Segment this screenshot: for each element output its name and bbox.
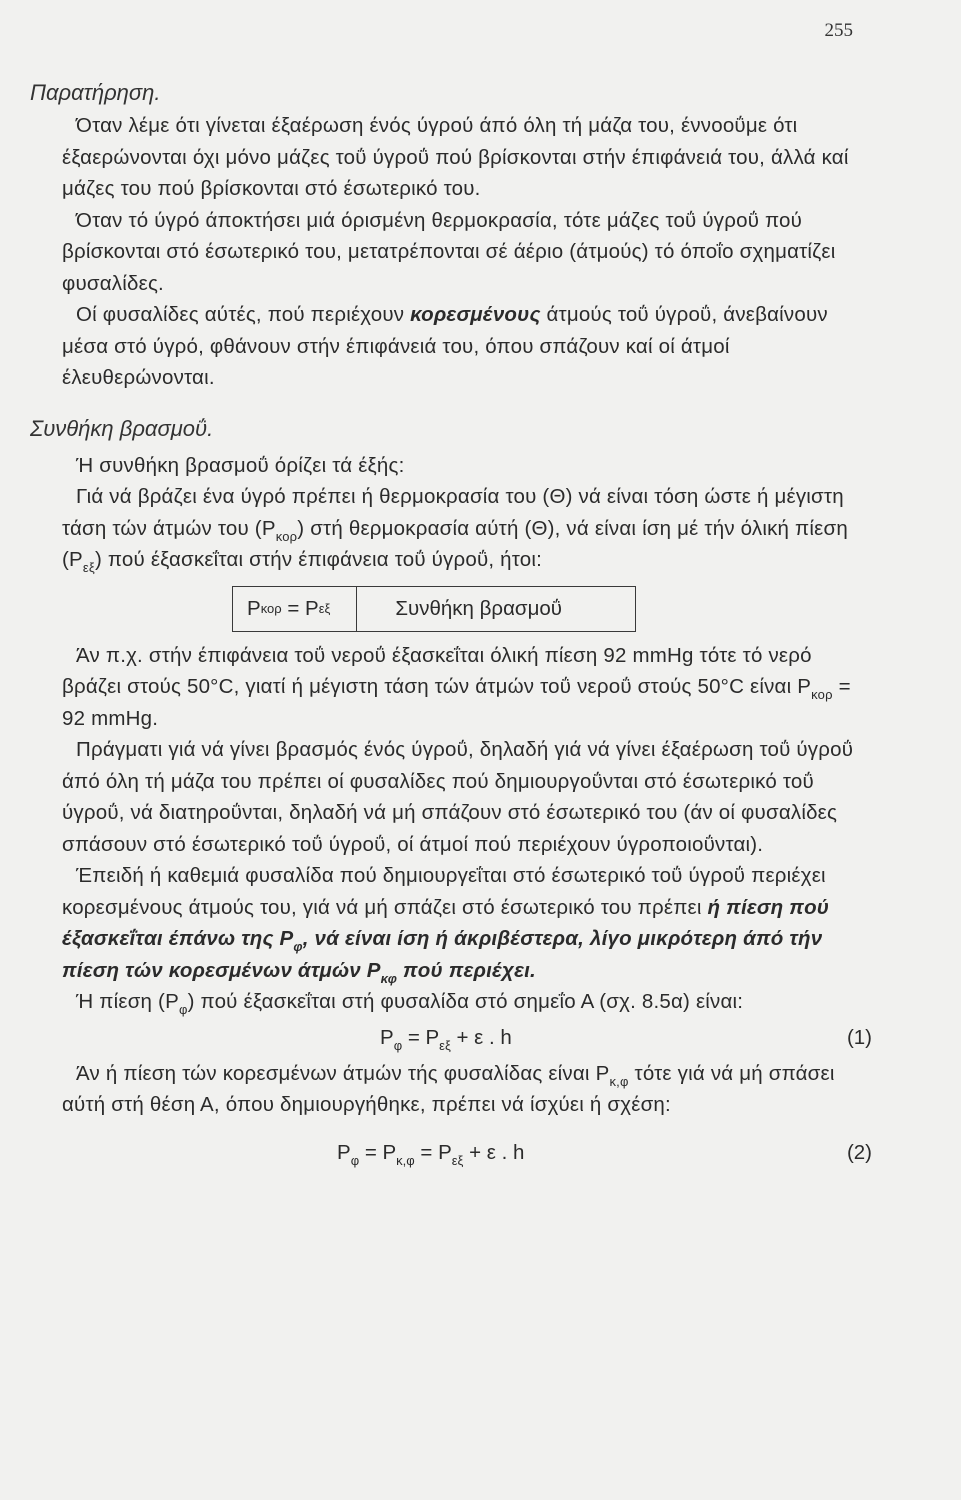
paragraph-9: Ή πίεση $(P_\varphi)$ πού έξασκεΐται στή φυσαλίδα στό σημεΐο Α (σχ. 8.5α) είναι: [76, 990, 744, 1017]
paragraph-7: Πράγματι γιά νά γίνει βρασμός ένός ύγροΰ, δηλαδή γιά νά γίνει έξαέρωση τοΰ ύγροΰ άπό όλη τή μάζα του πρέπει οί φυσαλίδες πού δημιουργοΰνται στό έσωτερικό τοΰ ύγροΰ, νά διατηροΰνται, δηλαδή νά μή σπάζουν στό έσωτερικό του (άν οί φυσαλίδες σπάσουν στό έσωτερικό τοΰ ύγροΰ, οί άτμοί πού περιέχουν ύγροποιοΰνται). [62, 738, 854, 856]
paragraph-2: Όταν τό ύγρό άποκτήσει μιά όρισμένη θερμοκρασία, τότε μάζες τοΰ ύγροΰ πού βρίσκονται στό έσωτερικό του, μετατρέπονται σέ άέριο (άτμούς) τό όποΐο σχηματίζει φυσαλίδες. [62, 208, 836, 295]
paragraph-1: Όταν λέμε ότι γίνεται έξαέρωση ένός ύγρού άπό όλη τή μάζα του, έννοοΰμε ότι έξαερώνονται όχι μόνο μάζες τοΰ ύγροΰ πού βρίσκονται στήν έπιφάνειά του, άλλά καί μάζες του πού βρίσκονται στό έσωτερικό του. [62, 114, 849, 200]
boiling-condition-box-row [232, 586, 862, 632]
heading-observation: Παρατήρηση. [30, 80, 161, 105]
heading-boiling-condition: Συνθήκη βρασμοΰ. [30, 415, 214, 441]
paragraph-6: Άν π.χ. στήν έπιφάνεια τοΰ νεροΰ έξασκεΐται όλική πίεση 92 mmHg τότε τό νερό βράζει στούς 50°C, γιατί ή μέγιστη τάση τών άτμών τοΰ νεροΰ στούς 50°C είναι $P_{\kappa o\rho} = 92$ mmHg. [62, 643, 851, 730]
equation-2-number: (2) [846, 1140, 872, 1164]
equation-2-expression: $P_\varphi = P_{\kappa,\varphi} = P_{\varepsilon\xi} + \varepsilon$ . h [337, 1140, 525, 1168]
paragraph-8: Έπειδή ή καθεμιά φυσαλίδα πού δημιουργεΐται στό έσωτερικό τοΰ ύγροΰ περιέχει κορεσμένους άτμούς του, γιά νά μή σπάζει στό έσωτερικό του πρέπει ή πίεση πού έξασκεΐται έπάνω της $P_\varphi$, νά είναι ίση ή άκριβέστερα, λίγο μικρότερη άπό τήν πίεση τών κορεσμένων άτμών $P_{\kappa\varphi}$ πού περιέχει. [62, 864, 830, 986]
paragraph-10: Άν ή πίεση τών κορεσμένων άτμών τής φυσαλίδας είναι $P_{\kappa,\varphi}$ τότε γιά νά μή σπάσει αύτή στή θέση Α, όπου δημιουργήθηκε, πρέπει νά ίσχύει ή σχέση: [62, 1061, 835, 1116]
equation-2 [62, 1133, 872, 1173]
emphasis-saturated: κορεσμένους [410, 303, 541, 326]
equation-1-expression: $P_\varphi = P_{\varepsilon\xi} + \varepsilon$ . h [380, 1025, 512, 1053]
paragraph-4: Ή συνθήκη βρασμοΰ όρίζει τά έξής: [76, 453, 405, 477]
boiling-condition-box [232, 586, 636, 632]
page-number: 255 [824, 20, 853, 41]
paragraph-5: Γιά νά βράζει ένα ύγρό πρέπει ή θερμοκρασία του (Θ) νά είναι τόση ώστε ή μέγιστη τάση τών άτμών του $(P_{\kappa o\rho})$ στή θερμοκρασία αύτή (Θ), νά είναι ίση μέ τήν όλική πίεση $(P_{\varepsilon\xi})$ πού έξασκεΐται στήν έπιφάνεια τοΰ ύγροΰ, ήτοι: [62, 485, 848, 575]
paragraph-3: Οί φυσαλίδες αύτές, πού περιέχουν κορεσμένους άτμούς τοΰ ύγροΰ, άνεβαίνουν μέσα στό ύγρό, φθάνουν στήν έπιφάνειά του, όπου σπάζουν καί οί άτμοί έλευθερώνονται. [62, 303, 828, 389]
emphasis-pressure-condition: ή πίεση πού έξασκεΐται έπάνω της $P_\varphi$, νά είναι ίση ή άκριβέστερα, λίγο μικρότερη άπό τήν πίεση τών κορεσμένων άτμών $P_{\kappa\varphi}$ πού περιέχει. [62, 895, 830, 986]
box-label: Συνθήκη βρασμοΰ [395, 596, 562, 620]
box-formula: P κορ = P εξ [233, 587, 357, 631]
text-body [30, 80, 872, 1173]
equation-1 [62, 1018, 872, 1058]
equation-1-number: (1) [846, 1025, 872, 1049]
